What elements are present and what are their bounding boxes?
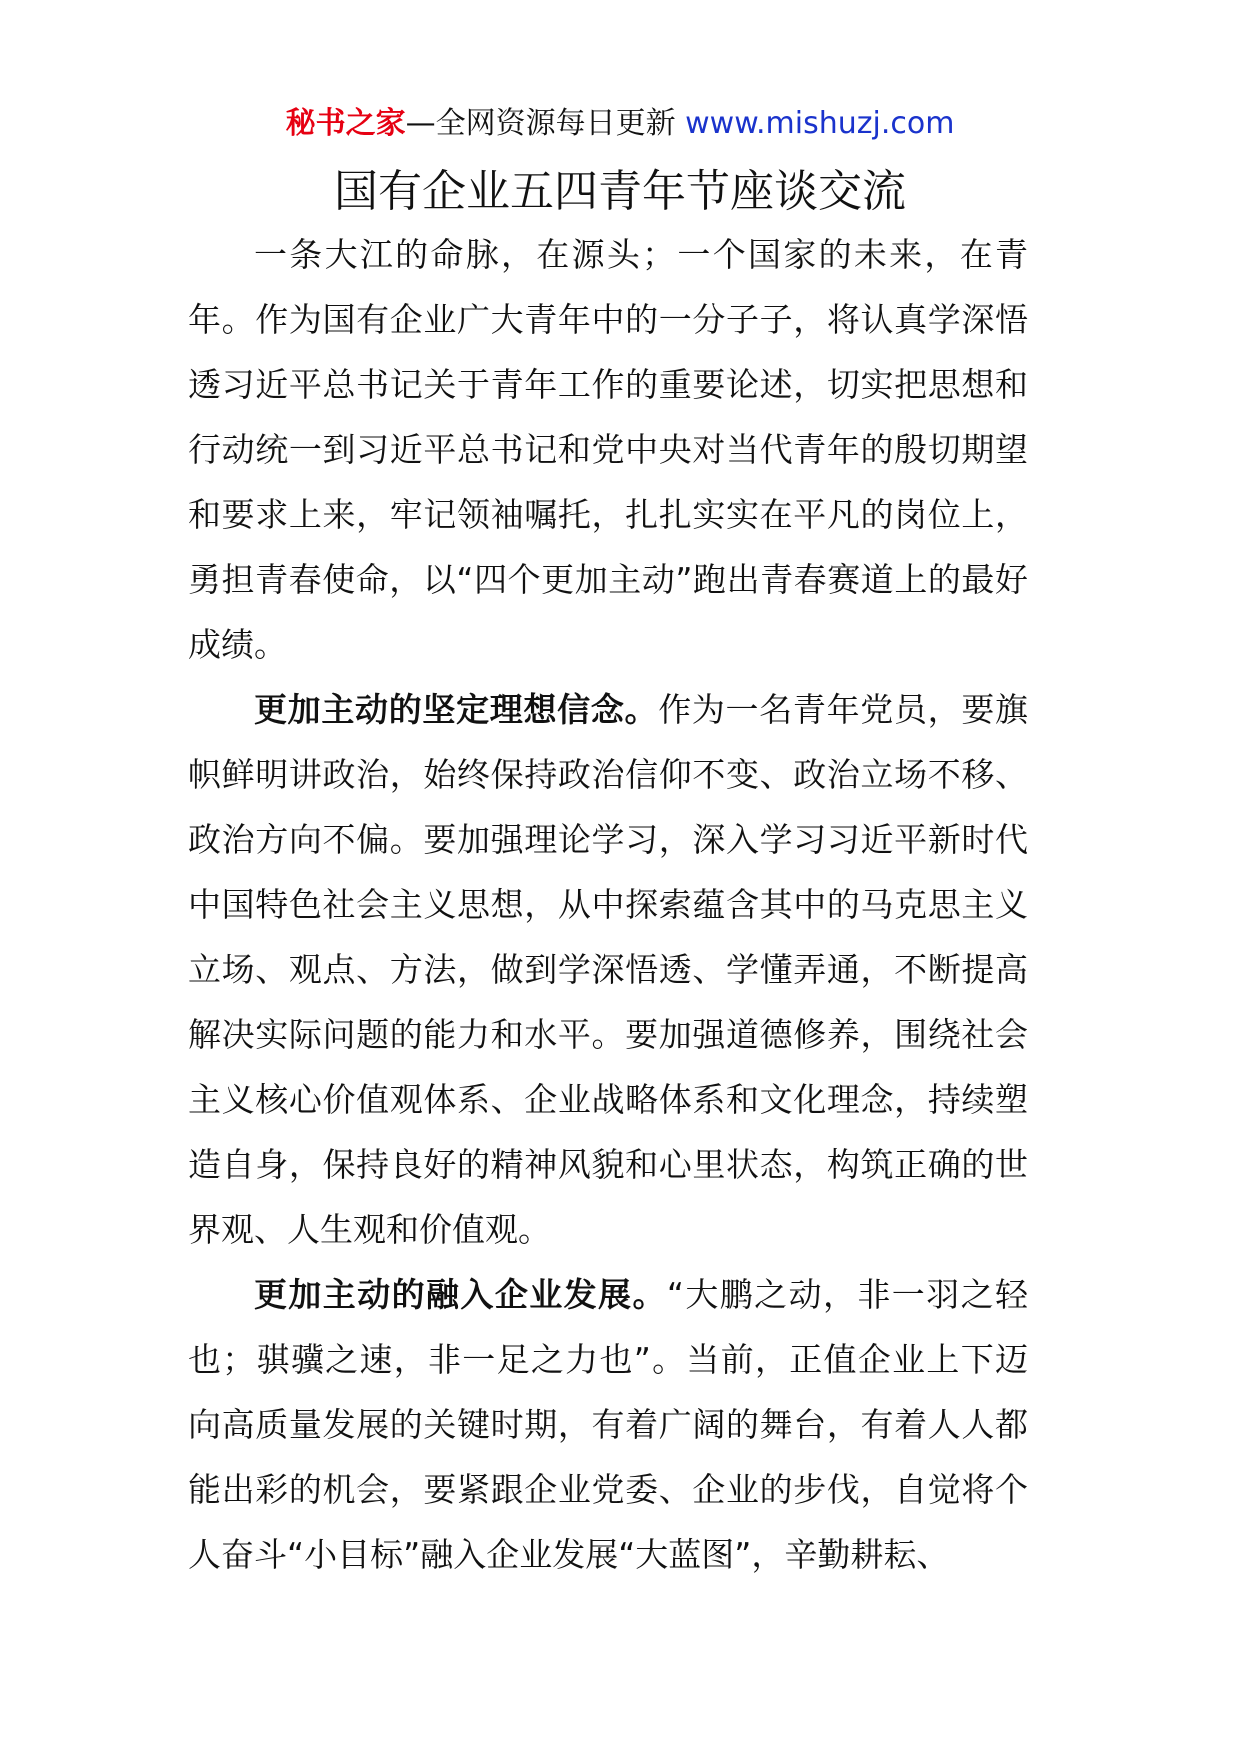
paragraph-lead-heading: 更加主动的坚定理想信念。 [254, 690, 659, 729]
paragraph-intro [188, 222, 1028, 677]
paragraph-text: 作为一名青年党员，要旗帜鲜明讲政治，始终保持政治信仰不变、政治立场不移、政治方向不偏。要加强理论学习，深入学习习近平新时代中国特色社会主义思想，从中探索蕴含其中的马克思主义立场、观点、方法，做到学深悟透、学懂弄通，不断提高解决实际问题的能力和水平。要加强道德修养，围绕社会主义核心价值观体系、企业战略体系和文化理念，持续塑造自身，保持良好的精神风貌和心里状态，构筑正确的世界观、人生观和价值观。 [188, 690, 1029, 1249]
document-title: 国有企业五四青年节座谈交流 [334, 166, 906, 217]
paragraph-lead-heading: 更加主动的融入企业发展。 [254, 1275, 667, 1314]
document-body [188, 222, 1028, 1587]
paragraph-text: “大鹏之动，非一羽之轻也；骐骥之速，非一足之力也”。当前，正值企业上下迈向高质量发展的关键时期，有着广阔的舞台，有着人人都能出彩的机会，要紧跟企业党委、企业的步伐，自觉将个人奋斗“小目标”融入企业发展“大蓝图”，辛勤耕耘、 [188, 1275, 1028, 1574]
site-url-link[interactable]: www.mishuzj.com [685, 106, 955, 141]
site-slogan: —全网资源每日更新 [405, 106, 686, 141]
paragraph-ideals [188, 677, 1028, 1262]
site-header [0, 102, 1240, 146]
paragraph-development [188, 1262, 1028, 1587]
site-brand: 秘书之家 [285, 106, 406, 141]
paragraph-text: 一条大江的命脉，在源头；一个国家的未来，在青年。作为国有企业广大青年中的一分子子，将认真学深悟透习近平总书记关于青年工作的重要论述，切实把思想和行动统一到习近平总书记和党中央对当代青年的殷切期望和要求上来，牢记领袖嘱托，扎扎实实在平凡的岗位上，勇担青春使命，以“四个更加主动”跑出青春赛道上的最好成绩。 [188, 235, 1028, 664]
